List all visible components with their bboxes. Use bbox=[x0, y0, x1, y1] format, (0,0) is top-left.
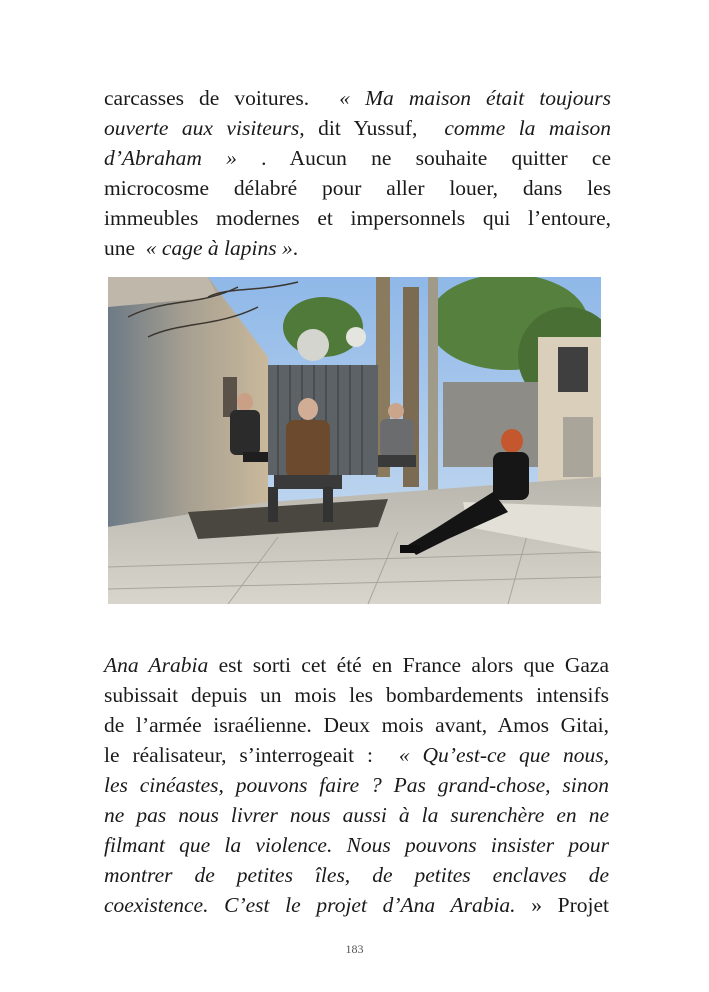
text-run: carcasses de voitures. bbox=[104, 86, 310, 110]
text-line bbox=[104, 233, 611, 263]
paragraph-ana-arabia bbox=[104, 650, 609, 920]
text-line: microcosme délabré pour aller louer, dans les bbox=[104, 176, 611, 200]
paragraph-intro bbox=[104, 83, 611, 263]
quote-run: « Ma maison était toujours bbox=[339, 86, 611, 110]
text-line bbox=[104, 143, 611, 173]
text-run: est sorti cet été en France alors que Gaza bbox=[208, 653, 609, 677]
text-run: dit Yussuf, bbox=[318, 116, 418, 140]
text-line: subissait depuis un mois les bombardements intensifs bbox=[104, 683, 609, 707]
page-number: 183 bbox=[345, 942, 364, 956]
text-run: le réalisateur, s’interrogeait : bbox=[104, 743, 373, 767]
quote-line: filmant que la violence. Nous pouvons insister pour bbox=[104, 833, 609, 857]
quote-run: comme la maison bbox=[444, 116, 612, 140]
text-run: . bbox=[292, 236, 299, 260]
text-line bbox=[104, 650, 609, 680]
courtyard-photo bbox=[108, 277, 601, 604]
quote-line: montrer de petites îles, de petites enclaves de bbox=[104, 863, 609, 887]
text-line: immeubles modernes et impersonnels qui l’entoure, bbox=[104, 206, 611, 230]
quote-run: coexistence. C’est le projet d’Ana Arabia. bbox=[104, 893, 516, 917]
quote-run: « cage à lapins » bbox=[145, 236, 293, 260]
text-line: de l’armée israélienne. Deux mois avant, Amos Gitai, bbox=[104, 713, 609, 737]
film-title: Ana Arabia bbox=[104, 653, 209, 677]
courtyard-photo-illustration bbox=[108, 277, 601, 604]
quote-run: « Qu’est-ce que nous, bbox=[398, 743, 609, 767]
text-run: une bbox=[104, 236, 136, 260]
text-run: . Aucun ne souhaite quitter ce bbox=[236, 146, 611, 170]
quote-run: d’Abraham » bbox=[104, 146, 237, 170]
text-line bbox=[104, 890, 609, 920]
quote-run: ouverte aux visiteurs, bbox=[104, 116, 305, 140]
text-run: » Projet bbox=[515, 893, 610, 917]
text-line bbox=[104, 83, 611, 113]
quote-line: les cinéastes, pouvons faire ? Pas grand-chose, sinon bbox=[104, 773, 609, 797]
text-line bbox=[104, 113, 611, 143]
text-line bbox=[104, 740, 609, 770]
quote-line: ne pas nous livrer nous aussi à la surenchère en ne bbox=[104, 803, 609, 827]
